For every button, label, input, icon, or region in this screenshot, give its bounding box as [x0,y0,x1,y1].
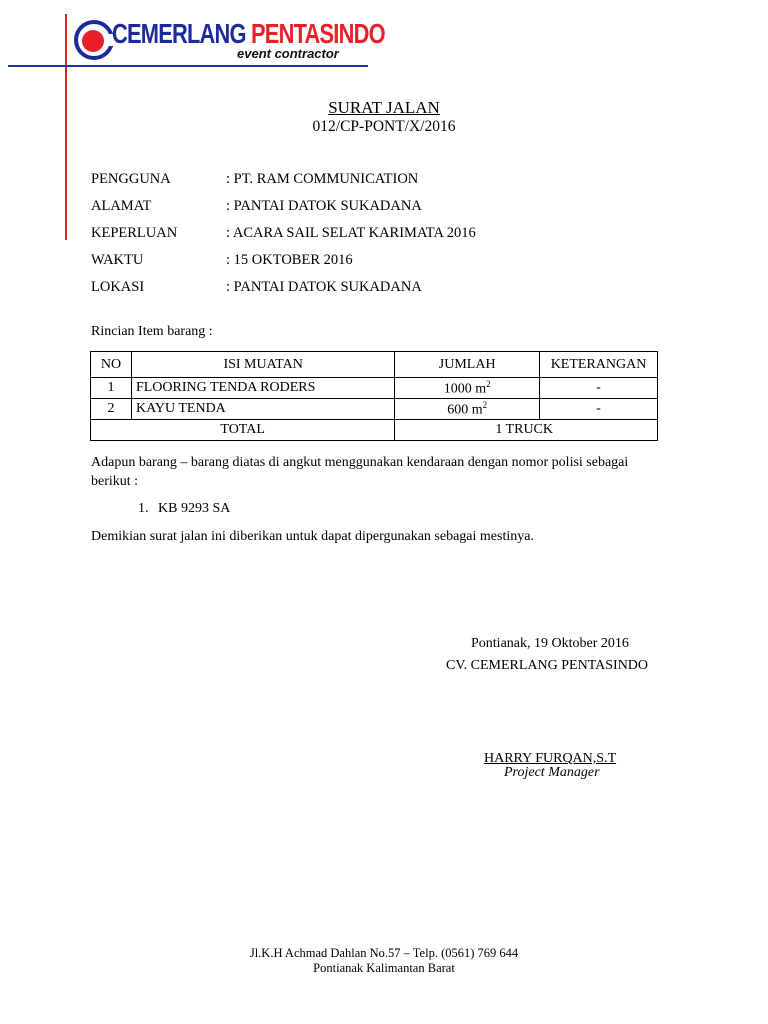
items-intro: Rincian Item barang : [91,324,213,339]
table-cell-item: FLOORING TENDA RODERS [131,378,394,399]
footer-city: Pontianak Kalimantan Barat [313,961,455,975]
qty-value: 600 m [447,402,483,418]
qty-unit-exponent: 2 [486,378,491,389]
table-total-label: TOTAL [91,420,395,441]
table-row [91,378,658,399]
table-cell-no: 1 [91,378,132,399]
field-value-keperluan: : ACARA SAIL SELAT KARIMATA 2016 [226,225,476,241]
table-cell-note: - [540,378,658,399]
field-label-keperluan: KEPERLUAN [91,225,178,241]
table-header-no: NO [91,352,132,378]
document-number: 012/CP-PONT/X/2016 [312,118,456,135]
company-name-word2: PENTASINDO [251,18,385,49]
table-header-note: KETERANGAN [540,352,658,378]
table-header-row [91,352,658,378]
company-logo-icon [74,20,114,60]
field-value-lokasi: : PANTAI DATOK SUKADANA [226,279,422,295]
footer-address: Jl.K.H Achmad Dahlan No.57 – Telp. (0561) 769 644 [249,946,519,960]
signatory-company: CV. CEMERLANG PENTASINDO [446,658,649,673]
table-cell-no: 2 [91,399,132,420]
plate-number: KB 9293 SA [158,501,231,516]
signatory-position: Project Manager [504,765,600,780]
table-cell-qty [395,378,540,399]
table-total-row [91,420,658,441]
qty-unit-exponent: 2 [482,399,488,410]
field-value-waktu: : 15 OKTOBER 2016 [226,252,353,268]
transport-text-line1: Adapun barang – barang diatas di angkut menggunakan kendaraan dengan nomor polisi sebagai [91,455,629,470]
place-date: Pontianak, 19 Oktober 2016 [471,636,629,651]
table-total-value: 1 TRUCK [395,420,658,441]
field-label-alamat: ALAMAT [91,198,152,214]
company-tagline: event contractor [237,46,339,61]
field-label-pengguna: PENGGUNA [91,171,171,187]
signatory-name: HARRY FURQAN,S.T [484,751,617,766]
field-label-lokasi: LOKASI [91,279,145,295]
table-header-item: ISI MUATAN [131,352,394,378]
table-cell-item: KAYU TENDA [131,399,394,420]
transport-text-line2: berikut : [91,474,139,489]
table-cell-note: - [540,399,658,420]
items-table [90,351,658,441]
document-title [0,98,768,118]
field-value-alamat: : PANTAI DATOK SUKADANA [226,198,422,214]
field-label-waktu: WAKTU [91,252,144,268]
plate-number-label: 1. [138,501,149,516]
table-row [91,399,658,420]
letterhead-blue-rule [8,65,368,67]
field-value-pengguna: : PT. RAM COMMUNICATION [226,171,419,187]
document-title-text: SURAT JALAN [328,98,440,117]
qty-value: 1000 m [443,381,487,397]
table-header-qty: JUMLAH [395,352,540,378]
table-cell-qty [395,399,540,420]
company-name-word1: CEMERLANG [112,18,246,49]
closing-statement: Demikian surat jalan ini diberikan untuk dapat dipergunakan sebagai mestinya. [91,529,534,544]
